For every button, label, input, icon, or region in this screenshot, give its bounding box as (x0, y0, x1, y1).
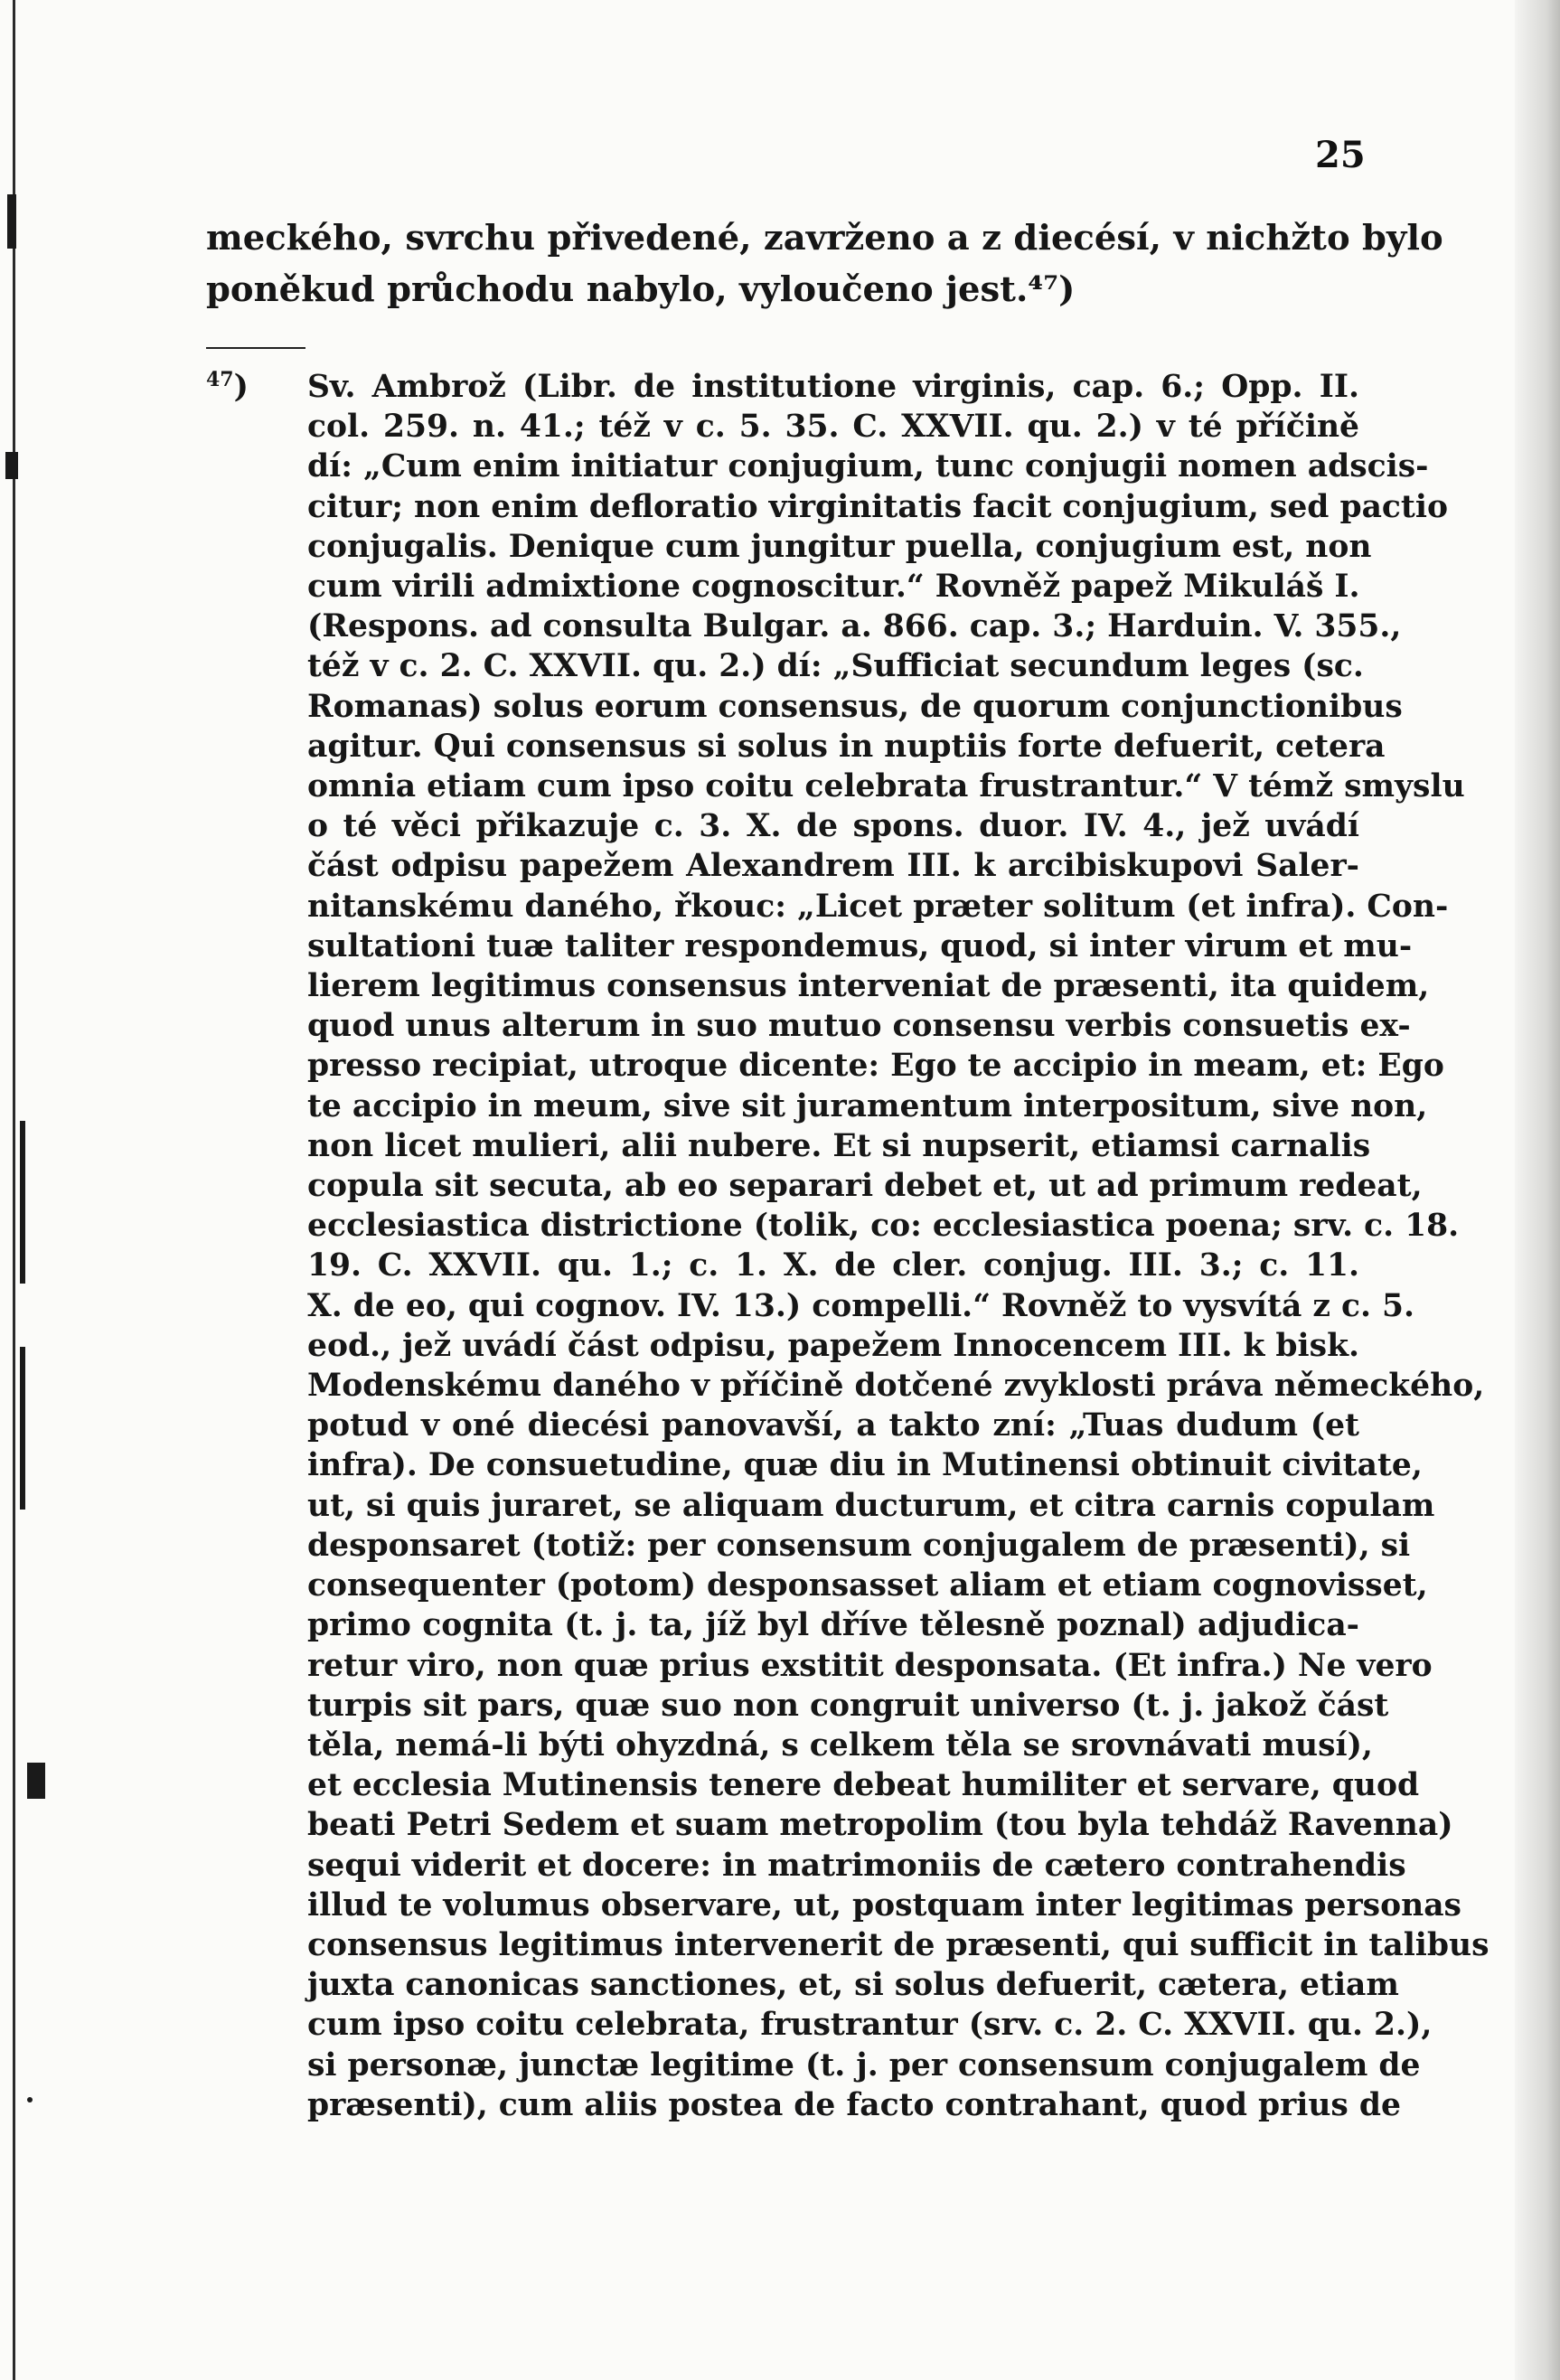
footnote-line: těla, nemá-li býti ohyzdná, s celkem těla se srovnávati musí), (307, 1726, 1373, 1764)
footnote-line: copula sit secuta, ab eo separari debet et, ut ad primum redeat, (307, 1168, 1423, 1205)
footnote-line: presso recipiat, utroque dicente: Ego te accipio in meam, et: Ego (307, 1048, 1444, 1085)
scan-edge-mark (27, 2097, 33, 2102)
footnote-line: consequenter (potom) desponsasset aliam et etiam cognovisset, (307, 1567, 1428, 1604)
footnote-line: citur; non enim defloratio virginitatis facit conjugium, sed pactio (307, 488, 1448, 525)
text-line: meckého, svrchu přivedené, zavrženo a z diecésí, v nichžto bylo (206, 218, 1443, 259)
footnote-line: agitur. Qui consensus si solus in nuptiis forte defuerit, cetera (307, 728, 1386, 765)
footnote-line: sequi viderit et docere: in matrimoniis de cætero contrahendis (307, 1847, 1406, 1884)
footnote-line: X. de eo, qui cognov. IV. 13.) compelli.“ Rovněž to vysvítá z c. 5. (307, 1287, 1414, 1324)
footnote-line: Modenskému daného v příčině dotčené zvyklosti práva německého, (307, 1368, 1485, 1405)
footnote-line: (Respons. ad consulta Bulgar. a. 866. cap. 3.; Harduin. V. 355., (307, 608, 1402, 645)
footnote-line: turpis sit pars, quæ suo non congruit universo (t. j. jakož část (307, 1687, 1389, 1724)
footnote-line: omnia etiam cum ipso coitu celebrata frustrantur.“ V témž smyslu (307, 768, 1465, 805)
footnote-line: desponsaret (totiž: per consensum conjugalem de præsenti), si (307, 1527, 1411, 1564)
footnote-line: conjugalis. Denique cum jungitur puella, conjugium est, non (307, 528, 1372, 565)
footnote-line: cum virili admixtione cognoscitur.“ Rovněž papež Mikuláš I. (307, 569, 1360, 606)
footnote-line: infra). De consuetudine, quæ diu in Mutinensi obtinuit civitate, (307, 1447, 1423, 1484)
scan-edge-mark (5, 452, 18, 479)
footnote-line: potud v oné diecési panovavší, a takto zní: „Tuas dudum (et (307, 1407, 1359, 1444)
scan-edge-mark (20, 1347, 25, 1510)
footnote-line: Romanas) solus eorum consensus, de quorum conjunctionibus (307, 688, 1403, 725)
footnote-divider (206, 347, 305, 349)
footnote-line: beati Petri Sedem et suam metropolim (tou byla tehdáž Ravenna) (307, 1807, 1453, 1844)
footnote-line: col. 259. n. 41.; též v c. 5. 35. C. XXVII. qu. 2.) v té příčině (307, 409, 1359, 446)
footnote-line: ut, si quis juraret, se aliquam ducturum, et citra carnis copulam (307, 1487, 1435, 1524)
footnote-line: cum ipso coitu celebrata, frustrantur (srv. c. 2. C. XXVII. qu. 2.), (307, 2007, 1433, 2044)
footnote-line: retur viro, non quæ prius exstitit desponsata. (Et infra.) Ne vero (307, 1647, 1433, 1684)
footnote-line: consensus legitimus intervenerit de præsenti, qui sufficit in talibus (307, 1926, 1490, 1963)
footnote-line: 19. C. XXVII. qu. 1.; c. 1. X. de cler. conjug. III. 3.; c. 11. (307, 1247, 1359, 1284)
page-number: 25 (1315, 134, 1366, 176)
footnote-block (206, 360, 1490, 2125)
scan-right-shadow (1515, 0, 1560, 2380)
footnote-line: sultationi tuæ taliter respondemus, quod, si inter virum et mu- (307, 927, 1413, 964)
footnote-line: si personæ, junctæ legitime (t. j. per consensum conjugalem de (307, 2046, 1421, 2084)
footnote-line: část odpisu papežem Alexandrem III. k arcibiskupovi Saler- (307, 848, 1359, 885)
footnote-line: $^{47}$) Sv. Ambrož (Libr. de institutione virginis, cap. 6.; Opp. II. (206, 360, 1359, 407)
footnote-line: též v c. 2. C. XXVII. qu. 2.) dí: „Sufficiat secundum leges (sc. (307, 648, 1364, 685)
footnote-line: ecclesiastica districtione (tolik, co: ecclesiastica poena; srv. c. 18. (307, 1208, 1460, 1245)
footnote-line: non licet mulieri, alii nubere. Et si nupserit, etiamsi carnalis (307, 1127, 1371, 1164)
footnote-line: nitanskému daného, řkouc: „Licet præter solitum (et infra). Con- (307, 888, 1449, 925)
footnote-line: eod., jež uvádí část odpisu, papežem Innocencem III. k bisk. (307, 1327, 1359, 1364)
footnote-line: juxta canonicas sanctiones, et, si solus defuerit, cætera, etiam (307, 1967, 1399, 2004)
footnote-line: primo cognita (t. j. ta, jíž byl dříve tělesně poznal) adjudica- (307, 1607, 1359, 1644)
text-line: poněkud průchodu nabylo, vyloučeno jest.⁴⁷) (206, 269, 1076, 310)
scan-edge-mark (7, 194, 16, 249)
footnote-line: lierem legitimus consensus interveniat de præsenti, ita quidem, (307, 968, 1430, 1005)
footnote-line: quod unus alterum in suo mutuo consensu verbis consuetis ex- (307, 1008, 1411, 1045)
footnote-line: te accipio in meum, sive sit juramentum interpositum, sive non, (307, 1087, 1428, 1124)
footnote-line: et ecclesia Mutinensis tenere debeat humiliter et servare, quod (307, 1767, 1420, 1804)
scan-left-edge (13, 0, 15, 2380)
footnote-line: præsenti), cum aliis postea de facto contrahant, quod prius de (307, 2086, 1401, 2123)
footnote-marker: $^{47}$) (206, 368, 249, 405)
footnote-line: dí: „Cum enim initiatur conjugium, tunc conjugii nomen adscis- (307, 448, 1429, 485)
footnote-line: illud te volumus observare, ut, postquam inter legitimas personas (307, 1886, 1461, 1924)
main-text-block (206, 212, 1443, 315)
scan-edge-mark (27, 1763, 45, 1799)
scan-edge-mark (20, 1121, 25, 1284)
footnote-line: o té věci přikazuje c. 3. X. de spons. duor. IV. 4., jež uvádí (307, 808, 1359, 845)
